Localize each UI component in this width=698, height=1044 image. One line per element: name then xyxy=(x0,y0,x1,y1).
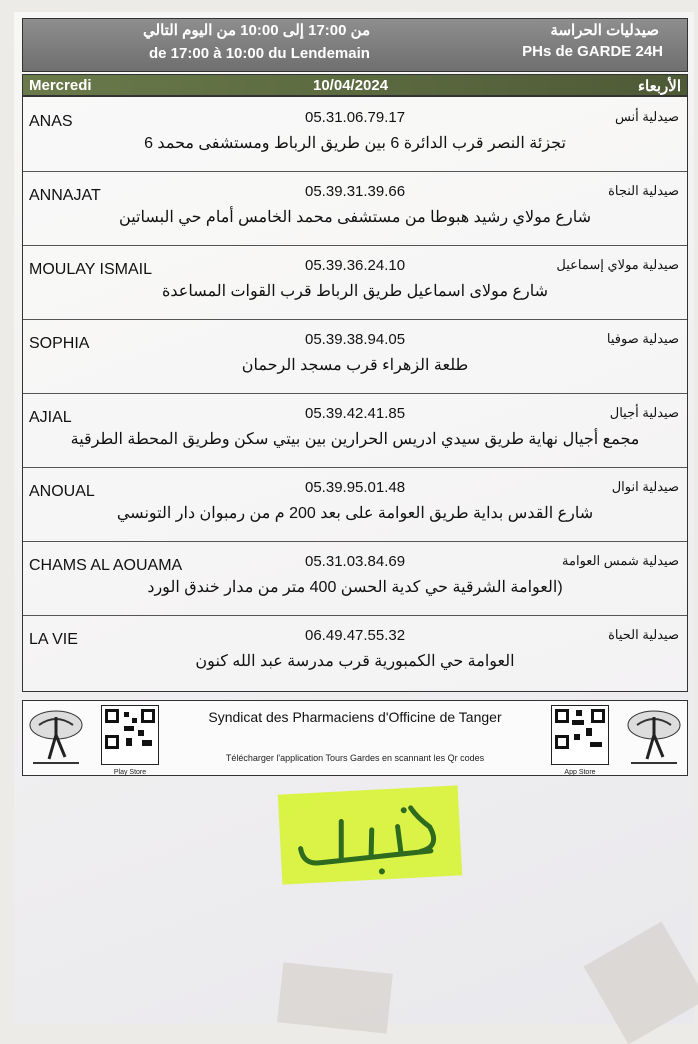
pharmacy-row xyxy=(23,171,687,246)
syndicate-name: Syndicat des Pharmaciens d'Officine de Tanger xyxy=(208,709,502,725)
pharmacy-address: شارع مولاى اسماعيل طريق الرباط قرب القوات المساعدة xyxy=(161,283,549,300)
pharmacy-name-ar: صيدلية صوفيا xyxy=(606,331,679,346)
pharmacist-logo-icon xyxy=(623,705,685,769)
pharmacy-address: مجمع أجيال نهاية طريق سيدي ادريس الحرارين بين بيتي سكن وطريق المحطة الطرقية xyxy=(70,431,640,448)
app-download-note: Télécharger l'application Tours Gardes en scannant les Qr codes xyxy=(225,753,485,763)
pharmacy-row xyxy=(23,541,687,616)
pharmacy-address: العوامة حي الكمبورية قرب مدرسة عبد الله كنون xyxy=(195,653,515,670)
pharmacy-name-fr: CHAMS AL AOUAMA xyxy=(29,557,183,574)
day-french: Mercredi xyxy=(29,77,92,94)
pharmacy-phone: 05.39.36.24.10 xyxy=(305,257,406,274)
title-french: PHs de GARDE 24H xyxy=(522,43,663,60)
pharmacy-name-fr: SOPHIA xyxy=(29,335,90,352)
pharmacy-phone: 06.49.47.55.32 xyxy=(305,627,406,644)
pharmacy-name-fr: ANAS xyxy=(29,113,73,130)
date-bar xyxy=(22,74,688,96)
pharmacy-address: تجزئة النصر قرب الدائرة 6 بين طريق الرباط ومستشفى محمد 6 xyxy=(144,135,566,152)
pharmacy-row xyxy=(23,393,687,468)
date: 10/04/2024 xyxy=(313,77,389,94)
tape-strip xyxy=(277,962,393,1033)
pharmacy-address: (العوامة الشرقية حي كدية الحسن 400 متر من مدار خندق الورد xyxy=(147,579,563,596)
pharmacy-name-fr: ANNAJAT xyxy=(29,187,101,204)
pharmacy-phone: 05.39.95.01.48 xyxy=(305,479,406,496)
header-banner xyxy=(22,18,688,72)
hours-french: de 17:00 à 10:00 du Lendemain xyxy=(149,45,370,62)
app-store-qr-code[interactable] xyxy=(551,705,609,776)
pharmacy-phone: 05.31.03.84.69 xyxy=(305,553,406,570)
pharmacy-name-ar: صيدلية أجيال xyxy=(609,405,679,420)
pharmacy-name-fr: AJIAL xyxy=(29,409,72,426)
pharmacy-row xyxy=(23,319,687,394)
play-store-label: Play Store xyxy=(113,769,147,776)
pharmacy-address: شارع القدس بداية طريق العوامة على بعد 200 م من رمبوان دار التونسي xyxy=(116,505,594,522)
pharmacy-name-ar: صيدلية الحياة xyxy=(608,627,679,642)
pharmacy-phone: 05.39.38.94.05 xyxy=(305,331,406,348)
pharmacy-phone: 05.39.42.41.85 xyxy=(305,405,406,422)
pharmacy-row xyxy=(23,467,687,542)
day-arabic: الأربعاء xyxy=(637,78,681,95)
pharmacy-name-ar: صيدلية شمس العوامة xyxy=(562,553,679,568)
hours-arabic: من 17:00 إلى 10:00 من اليوم التالي xyxy=(143,22,371,39)
pharmacy-phone: 05.31.06.79.17 xyxy=(305,109,406,126)
pharmacy-row xyxy=(23,97,687,172)
pharmacy-name-ar: صيدلية انوال xyxy=(611,479,679,494)
pharmacy-name-fr: LA VIE xyxy=(29,631,78,648)
pharmacy-name-ar: صيدلية النجاة xyxy=(608,183,679,198)
pharmacy-address: شارع مولاي رشيد هبوطا من مستشفى محمد الخامس أمام حي البساتين xyxy=(119,209,591,226)
pharmacy-name-fr: MOULAY ISMAIL xyxy=(29,261,152,278)
pharmacy-name-ar: صيدلية مولاي إسماعيل xyxy=(556,257,679,272)
pharmacy-address: طلعة الزهراء قرب مسجد الرحمان xyxy=(241,357,469,374)
pharmacy-row xyxy=(23,245,687,320)
handwritten-note xyxy=(278,785,462,884)
pharmacist-logo-icon xyxy=(25,705,87,769)
pharmacy-row xyxy=(23,615,687,689)
pharmacy-phone: 05.39.31.39.66 xyxy=(305,183,406,200)
pharmacy-list xyxy=(22,96,688,692)
footer xyxy=(22,700,688,776)
title-arabic: صيدليات الحراسة xyxy=(550,22,659,39)
play-store-qr-code[interactable] xyxy=(101,705,159,776)
pharmacy-name-ar: صيدلية أنس xyxy=(614,109,679,124)
app-store-label: App Store xyxy=(564,769,596,776)
pharmacy-name-fr: ANOUAL xyxy=(29,483,95,500)
